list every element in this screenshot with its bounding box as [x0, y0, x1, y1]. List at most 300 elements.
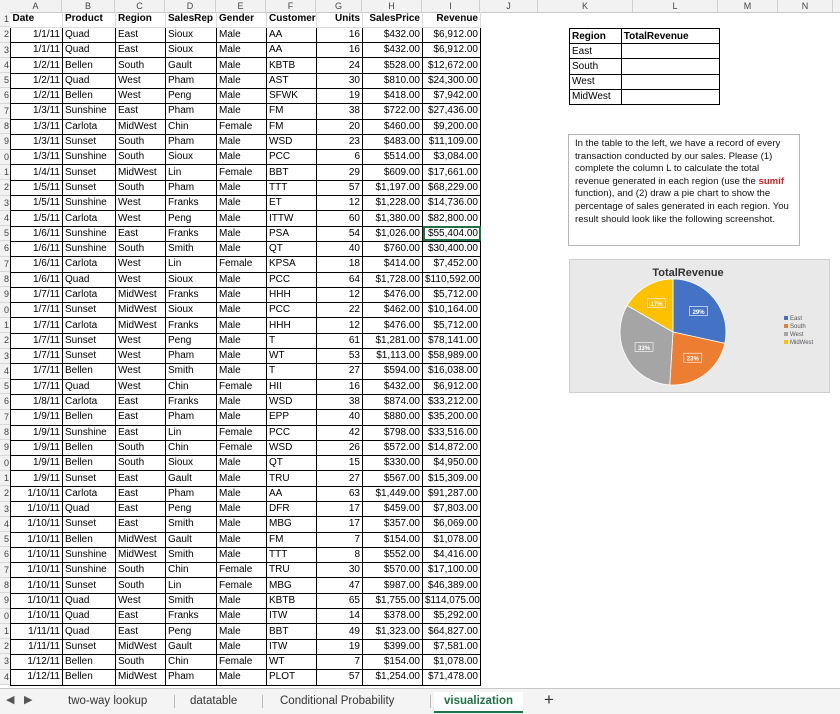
region-column-title[interactable]: TotalRevenue [621, 29, 719, 44]
table-cell[interactable]: Peng [166, 624, 217, 639]
table-cell[interactable]: Carlota [63, 394, 116, 409]
table-cell[interactable]: MidWest [116, 303, 166, 318]
table-cell[interactable]: Pham [166, 410, 217, 425]
row-header[interactable]: 8 [0, 272, 10, 287]
row-header[interactable]: 2 [0, 486, 10, 501]
table-cell[interactable]: 29 [317, 165, 363, 180]
table-cell[interactable]: Sunset [63, 180, 116, 195]
table-cell[interactable]: South [116, 58, 166, 73]
table-cell[interactable]: TTT [267, 547, 317, 562]
table-cell[interactable]: Quad [63, 43, 116, 58]
table-cell[interactable]: $1,228.00 [363, 196, 423, 211]
table-cell[interactable]: $432.00 [363, 379, 423, 394]
table-cell[interactable]: Sunset [63, 333, 116, 348]
table-cell[interactable]: East [116, 624, 166, 639]
table-cell[interactable]: Peng [166, 333, 217, 348]
table-cell[interactable]: 1/8/11 [11, 394, 63, 409]
column-header-m[interactable]: M [718, 0, 778, 12]
tab-conditional-probability[interactable]: Conditional Probability [280, 695, 395, 707]
table-cell[interactable]: $82,800.00 [423, 211, 481, 226]
table-cell[interactable]: Smith [166, 241, 217, 256]
table-cell[interactable]: 22 [317, 303, 363, 318]
table-cell[interactable]: $64,827.00 [423, 624, 481, 639]
table-cell[interactable]: Lin [166, 578, 217, 593]
table-cell[interactable]: $11,109.00 [423, 134, 481, 149]
table-cell[interactable]: Carlota [63, 211, 116, 226]
table-cell[interactable]: $722.00 [363, 104, 423, 119]
table-cell[interactable]: $418.00 [363, 88, 423, 103]
table-cell[interactable]: Male [217, 303, 267, 318]
table-cell[interactable]: WSD [267, 394, 317, 409]
table-cell[interactable]: PSA [267, 226, 317, 241]
table-cell[interactable]: T [267, 333, 317, 348]
table-cell[interactable]: Male [217, 287, 267, 302]
row-header[interactable]: 3 [0, 654, 10, 669]
table-cell[interactable]: $30,400.00 [423, 241, 481, 256]
table-cell[interactable]: $552.00 [363, 547, 423, 562]
table-cell[interactable]: Male [217, 593, 267, 608]
table-cell[interactable]: $71,478.00 [423, 670, 481, 685]
table-cell[interactable]: $91,287.00 [423, 486, 481, 501]
table-cell[interactable]: ITTW [267, 211, 317, 226]
column-title[interactable]: Revenue [423, 12, 481, 27]
column-header-b[interactable]: B [62, 0, 115, 12]
table-cell[interactable]: $1,078.00 [423, 654, 481, 669]
table-cell[interactable]: $12,672.00 [423, 58, 481, 73]
table-cell[interactable]: QT [267, 241, 317, 256]
table-cell[interactable]: $798.00 [363, 425, 423, 440]
table-cell[interactable]: 7 [317, 532, 363, 547]
table-cell[interactable]: West [116, 211, 166, 226]
table-cell[interactable]: $330.00 [363, 456, 423, 471]
table-cell[interactable]: West [116, 349, 166, 364]
table-cell[interactable]: 1/7/11 [11, 333, 63, 348]
table-cell[interactable]: Gault [166, 58, 217, 73]
table-cell[interactable]: $1,254.00 [363, 670, 423, 685]
table-cell[interactable]: Sioux [166, 456, 217, 471]
row-header[interactable]: 8 [0, 425, 10, 440]
table-cell[interactable]: 16 [317, 27, 363, 42]
table-cell[interactable]: Sunset [63, 517, 116, 532]
table-cell[interactable]: Male [217, 333, 267, 348]
table-cell[interactable]: 1/1/11 [11, 43, 63, 58]
table-cell[interactable]: Gault [166, 532, 217, 547]
table-cell[interactable]: 1/10/11 [11, 593, 63, 608]
table-cell[interactable]: $10,164.00 [423, 303, 481, 318]
table-cell[interactable]: Male [217, 547, 267, 562]
table-cell[interactable]: Lin [166, 425, 217, 440]
table-cell[interactable]: 12 [317, 287, 363, 302]
table-cell[interactable]: 27 [317, 364, 363, 379]
table-cell[interactable]: $33,516.00 [423, 425, 481, 440]
table-cell[interactable]: Male [217, 73, 267, 88]
table-cell[interactable]: Male [217, 532, 267, 547]
table-cell[interactable]: 23 [317, 134, 363, 149]
table-cell[interactable]: South [116, 578, 166, 593]
column-header-g[interactable]: G [316, 0, 362, 12]
table-cell[interactable]: Lin [166, 257, 217, 272]
table-cell[interactable]: Male [217, 639, 267, 654]
table-cell[interactable]: $1,281.00 [363, 333, 423, 348]
table-cell[interactable]: MBG [267, 517, 317, 532]
table-cell[interactable]: $880.00 [363, 410, 423, 425]
table-cell[interactable]: Sunset [63, 349, 116, 364]
prev-sheet-arrow-icon[interactable]: ◀ [6, 694, 15, 706]
table-cell[interactable]: Carlota [63, 486, 116, 501]
table-cell[interactable]: Sioux [166, 43, 217, 58]
region-column-title[interactable]: Region [570, 29, 622, 44]
table-cell[interactable]: 54 [317, 226, 363, 241]
table-cell[interactable]: $528.00 [363, 58, 423, 73]
table-cell[interactable]: Sioux [166, 27, 217, 42]
table-cell[interactable]: DFR [267, 502, 317, 517]
row-header[interactable]: 5 [0, 226, 10, 241]
table-cell[interactable]: Female [217, 119, 267, 134]
table-cell[interactable]: MidWest [116, 287, 166, 302]
table-cell[interactable]: East [116, 27, 166, 42]
table-cell[interactable]: 1/5/11 [11, 196, 63, 211]
table-cell[interactable]: 14 [317, 609, 363, 624]
column-header-n[interactable]: N [778, 0, 833, 12]
table-cell[interactable]: $567.00 [363, 471, 423, 486]
table-cell[interactable]: 1/10/11 [11, 486, 63, 501]
table-cell[interactable]: AST [267, 73, 317, 88]
region-name-cell[interactable]: MidWest [570, 89, 622, 104]
table-cell[interactable]: $7,942.00 [423, 88, 481, 103]
table-cell[interactable]: Female [217, 257, 267, 272]
table-cell[interactable]: Male [217, 456, 267, 471]
table-cell[interactable]: Carlota [63, 119, 116, 134]
table-cell[interactable]: East [116, 486, 166, 501]
table-cell[interactable]: 15 [317, 456, 363, 471]
table-cell[interactable]: $514.00 [363, 150, 423, 165]
total-revenue-cell[interactable] [621, 74, 719, 89]
table-cell[interactable]: 24 [317, 58, 363, 73]
table-cell[interactable]: $476.00 [363, 287, 423, 302]
table-cell[interactable]: Carlota [63, 287, 116, 302]
table-cell[interactable]: PCC [267, 150, 317, 165]
row-header[interactable]: 0 [0, 609, 10, 624]
table-cell[interactable]: 1/4/11 [11, 165, 63, 180]
table-cell[interactable]: Sunset [63, 639, 116, 654]
table-cell[interactable]: 1/11/11 [11, 639, 63, 654]
table-cell[interactable]: East [116, 471, 166, 486]
table-cell[interactable]: TTT [267, 180, 317, 195]
table-cell[interactable]: 1/12/11 [11, 670, 63, 685]
table-cell[interactable]: East [116, 410, 166, 425]
row-header[interactable]: 4 [0, 670, 10, 685]
table-cell[interactable]: Male [217, 394, 267, 409]
table-cell[interactable]: 38 [317, 104, 363, 119]
table-cell[interactable]: East [116, 502, 166, 517]
table-cell[interactable]: Pham [166, 104, 217, 119]
table-cell[interactable]: Male [217, 226, 267, 241]
table-cell[interactable]: ITW [267, 609, 317, 624]
table-cell[interactable]: MidWest [116, 119, 166, 134]
tab-two-way-lookup[interactable]: two-way lookup [68, 695, 148, 707]
row-header[interactable]: 6 [0, 394, 10, 409]
column-title[interactable]: Product [63, 12, 116, 27]
table-cell[interactable]: Female [217, 425, 267, 440]
table-cell[interactable]: Smith [166, 547, 217, 562]
table-cell[interactable]: Male [217, 609, 267, 624]
table-cell[interactable]: Male [217, 27, 267, 42]
table-cell[interactable]: Sioux [166, 303, 217, 318]
table-cell[interactable]: 1/2/11 [11, 73, 63, 88]
tab-visualization[interactable]: visualization [434, 692, 523, 713]
table-cell[interactable]: 1/7/11 [11, 379, 63, 394]
table-cell[interactable]: MidWest [116, 532, 166, 547]
table-cell[interactable]: Male [217, 486, 267, 501]
table-cell[interactable]: Bellen [63, 532, 116, 547]
row-header[interactable]: 5 [0, 73, 10, 88]
table-cell[interactable]: 1/3/11 [11, 150, 63, 165]
row-header[interactable]: 7 [0, 104, 10, 119]
table-cell[interactable]: Male [217, 410, 267, 425]
table-cell[interactable]: 1/10/11 [11, 532, 63, 547]
table-cell[interactable]: KBTB [267, 593, 317, 608]
row-header[interactable]: 1 [0, 318, 10, 333]
row-header[interactable]: 7 [0, 563, 10, 578]
table-cell[interactable]: $483.00 [363, 134, 423, 149]
table-cell[interactable]: $6,912.00 [423, 379, 481, 394]
table-cell[interactable]: South [116, 563, 166, 578]
table-cell[interactable]: East [116, 104, 166, 119]
table-cell[interactable]: West [116, 379, 166, 394]
table-cell[interactable]: Female [217, 379, 267, 394]
total-revenue-cell[interactable] [621, 59, 719, 74]
table-cell[interactable]: $357.00 [363, 517, 423, 532]
table-cell[interactable]: 1/10/11 [11, 609, 63, 624]
row-header[interactable]: 3 [0, 502, 10, 517]
table-cell[interactable]: 40 [317, 241, 363, 256]
table-cell[interactable]: Carlota [63, 257, 116, 272]
table-cell[interactable]: 17 [317, 517, 363, 532]
column-title[interactable]: Date [11, 12, 63, 27]
table-cell[interactable]: QT [267, 456, 317, 471]
table-cell[interactable]: Male [217, 150, 267, 165]
table-cell[interactable]: 1/2/11 [11, 58, 63, 73]
table-cell[interactable]: EPP [267, 410, 317, 425]
column-header-h[interactable]: H [362, 0, 422, 12]
region-name-cell[interactable]: South [570, 59, 622, 74]
table-cell[interactable]: $154.00 [363, 532, 423, 547]
table-cell[interactable]: Sioux [166, 272, 217, 287]
table-cell[interactable]: 53 [317, 349, 363, 364]
table-cell[interactable]: Pham [166, 73, 217, 88]
table-cell[interactable]: $27,436.00 [423, 104, 481, 119]
table-cell[interactable]: Bellen [63, 58, 116, 73]
table-cell[interactable]: Quad [63, 624, 116, 639]
table-cell[interactable]: Sunshine [63, 425, 116, 440]
table-cell[interactable]: Franks [166, 394, 217, 409]
table-cell[interactable]: Chin [166, 379, 217, 394]
table-cell[interactable]: Smith [166, 593, 217, 608]
column-header-i[interactable]: I [422, 0, 480, 12]
table-cell[interactable]: Quad [63, 379, 116, 394]
table-cell[interactable]: Quad [63, 73, 116, 88]
table-cell[interactable]: MidWest [116, 165, 166, 180]
row-header[interactable]: 2 [0, 180, 10, 195]
table-cell[interactable]: 1/6/11 [11, 272, 63, 287]
table-cell[interactable]: $1,026.00 [363, 226, 423, 241]
row-header[interactable]: 1 [0, 12, 10, 27]
table-cell[interactable]: 1/6/11 [11, 257, 63, 272]
table-cell[interactable]: Male [217, 471, 267, 486]
row-header[interactable]: 3 [0, 43, 10, 58]
table-cell[interactable]: Chin [166, 654, 217, 669]
table-cell[interactable]: 47 [317, 578, 363, 593]
table-cell[interactable]: $414.00 [363, 257, 423, 272]
row-header[interactable]: 1 [0, 624, 10, 639]
table-cell[interactable]: TRU [267, 563, 317, 578]
table-cell[interactable]: ET [267, 196, 317, 211]
table-cell[interactable]: Male [217, 196, 267, 211]
table-cell[interactable]: 57 [317, 180, 363, 195]
table-cell[interactable]: Chin [166, 440, 217, 455]
table-cell[interactable]: Male [217, 58, 267, 73]
table-cell[interactable]: $760.00 [363, 241, 423, 256]
next-sheet-arrow-icon[interactable]: ▶ [24, 694, 33, 706]
table-cell[interactable]: Bellen [63, 410, 116, 425]
table-cell[interactable]: $378.00 [363, 609, 423, 624]
table-cell[interactable]: $15,309.00 [423, 471, 481, 486]
table-cell[interactable]: Male [217, 134, 267, 149]
table-cell[interactable]: West [116, 272, 166, 287]
table-cell[interactable]: Quad [63, 272, 116, 287]
table-cell[interactable]: FM [267, 104, 317, 119]
table-cell[interactable]: $462.00 [363, 303, 423, 318]
table-cell[interactable]: South [116, 241, 166, 256]
column-title[interactable]: SalesRep [166, 12, 217, 27]
row-header[interactable]: 0 [0, 303, 10, 318]
table-cell[interactable]: 16 [317, 379, 363, 394]
table-cell[interactable]: $399.00 [363, 639, 423, 654]
table-cell[interactable]: 1/9/11 [11, 410, 63, 425]
column-header-f[interactable]: F [266, 0, 316, 12]
table-cell[interactable]: 1/7/11 [11, 364, 63, 379]
table-cell[interactable]: Chin [166, 119, 217, 134]
row-header[interactable]: 2 [0, 639, 10, 654]
row-header[interactable]: 6 [0, 88, 10, 103]
table-cell[interactable]: $609.00 [363, 165, 423, 180]
table-cell[interactable]: 1/9/11 [11, 471, 63, 486]
table-cell[interactable]: FM [267, 532, 317, 547]
table-cell[interactable]: East [116, 609, 166, 624]
table-cell[interactable]: Franks [166, 226, 217, 241]
region-name-cell[interactable]: East [570, 44, 622, 59]
table-cell[interactable]: Sunshine [63, 196, 116, 211]
table-cell[interactable]: Male [217, 241, 267, 256]
column-title[interactable]: Customer [267, 12, 317, 27]
table-cell[interactable]: 63 [317, 486, 363, 501]
table-cell[interactable]: AA [267, 27, 317, 42]
table-cell[interactable]: West [116, 73, 166, 88]
table-cell[interactable]: Sunset [63, 578, 116, 593]
table-cell[interactable]: 1/3/11 [11, 134, 63, 149]
table-cell[interactable]: 1/7/11 [11, 318, 63, 333]
row-header[interactable]: 7 [0, 257, 10, 272]
table-cell[interactable]: Male [217, 318, 267, 333]
table-cell[interactable]: Bellen [63, 88, 116, 103]
table-cell[interactable]: 1/2/11 [11, 88, 63, 103]
table-cell[interactable]: MidWest [116, 547, 166, 562]
table-cell[interactable]: Sioux [166, 150, 217, 165]
table-cell[interactable]: 7 [317, 654, 363, 669]
table-cell[interactable]: HHH [267, 287, 317, 302]
table-cell[interactable]: Female [217, 578, 267, 593]
table-cell[interactable]: Pham [166, 134, 217, 149]
table-cell[interactable]: $78,141.00 [423, 333, 481, 348]
table-cell[interactable]: 61 [317, 333, 363, 348]
table-cell[interactable]: 64 [317, 272, 363, 287]
table-cell[interactable]: Male [217, 517, 267, 532]
table-cell[interactable]: Female [217, 563, 267, 578]
table-cell[interactable]: 1/3/11 [11, 119, 63, 134]
row-header[interactable]: 6 [0, 547, 10, 562]
table-cell[interactable]: MidWest [116, 318, 166, 333]
table-cell[interactable]: Peng [166, 88, 217, 103]
table-cell[interactable]: FM [267, 119, 317, 134]
table-cell[interactable]: 57 [317, 670, 363, 685]
table-cell[interactable]: 27 [317, 471, 363, 486]
table-cell[interactable]: $110,592.00 [423, 272, 481, 287]
table-cell[interactable]: $5,712.00 [423, 287, 481, 302]
table-cell[interactable]: $1,197.00 [363, 180, 423, 195]
table-cell[interactable]: Chin [166, 563, 217, 578]
table-cell[interactable]: 65 [317, 593, 363, 608]
add-sheet-icon[interactable]: + [544, 690, 554, 709]
table-cell[interactable]: South [116, 440, 166, 455]
table-cell[interactable]: $1,078.00 [423, 532, 481, 547]
table-cell[interactable]: 1/10/11 [11, 547, 63, 562]
table-cell[interactable]: Smith [166, 517, 217, 532]
table-cell[interactable]: Sunset [63, 303, 116, 318]
table-cell[interactable]: West [116, 593, 166, 608]
table-cell[interactable]: Quad [63, 593, 116, 608]
table-cell[interactable]: Sunshine [63, 104, 116, 119]
table-cell[interactable]: PCC [267, 272, 317, 287]
table-cell[interactable]: Bellen [63, 456, 116, 471]
table-cell[interactable]: ITW [267, 639, 317, 654]
row-header[interactable]: 6 [0, 241, 10, 256]
table-cell[interactable]: $1,323.00 [363, 624, 423, 639]
table-cell[interactable]: HHH [267, 318, 317, 333]
table-cell[interactable]: Sunshine [63, 150, 116, 165]
row-header[interactable]: 1 [0, 165, 10, 180]
column-title[interactable]: Gender [217, 12, 267, 27]
table-cell[interactable]: West [116, 88, 166, 103]
row-header[interactable]: 5 [0, 532, 10, 547]
column-header-k[interactable]: K [538, 0, 633, 12]
table-cell[interactable]: $1,755.00 [363, 593, 423, 608]
tab-datatable[interactable]: datatable [190, 695, 238, 707]
table-cell[interactable]: Pham [166, 486, 217, 501]
table-cell[interactable]: 16 [317, 43, 363, 58]
table-cell[interactable]: Quad [63, 609, 116, 624]
table-cell[interactable]: $33,212.00 [423, 394, 481, 409]
table-cell[interactable]: $4,950.00 [423, 456, 481, 471]
instruction-text-box[interactable] [568, 134, 800, 246]
table-cell[interactable]: 19 [317, 88, 363, 103]
table-cell[interactable]: $570.00 [363, 563, 423, 578]
table-cell[interactable]: Male [217, 624, 267, 639]
table-cell[interactable]: $24,300.00 [423, 73, 481, 88]
table-cell[interactable]: $46,389.00 [423, 578, 481, 593]
row-header[interactable]: 5 [0, 379, 10, 394]
table-cell[interactable]: Male [217, 88, 267, 103]
table-cell[interactable]: $35,200.00 [423, 410, 481, 425]
